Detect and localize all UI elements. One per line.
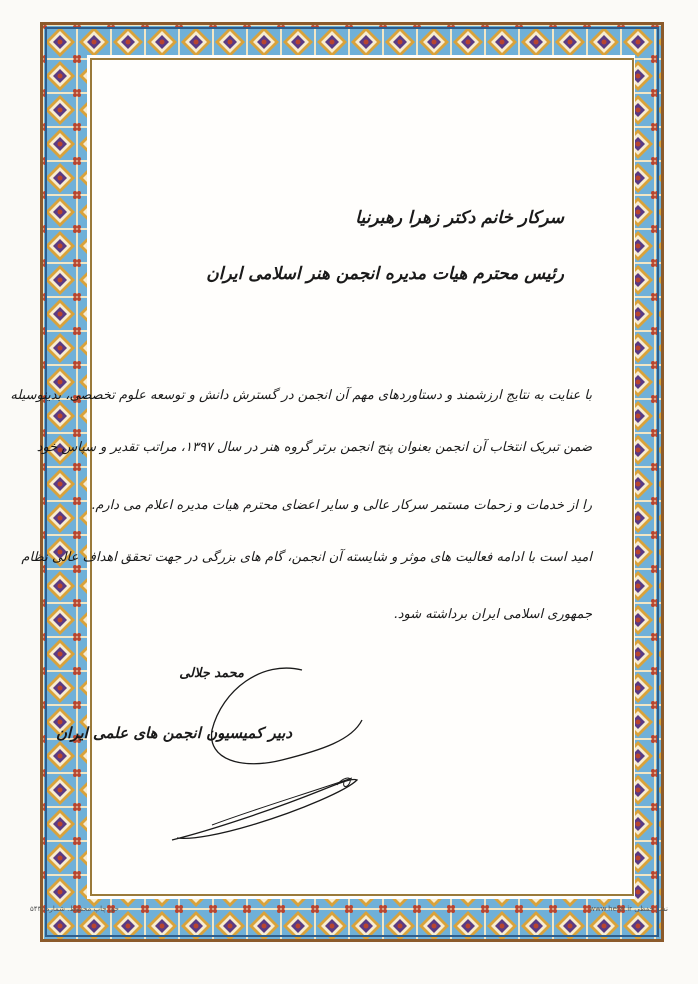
signer-title: دبیر کمیسیون انجمن های علمی ایران — [55, 724, 292, 742]
body-line-2: ضمن تبریک انتخاب آن انجمن بعنوان پنج انجمن برتر گروه هنر در سال ۱۳۹۷، مراتب تقدیر و سپاس خود — [36, 440, 592, 455]
recipient-name: سرکار خانم دکتر زهرا رهبرنیا — [355, 208, 564, 228]
footer-publisher: نشر حفظی www.hefzi.ir — [589, 905, 668, 913]
footer-copyright: حق چاپ محفوظ. شماره: ۵۴۳ — [30, 905, 119, 913]
signer-name: محمد جلالی — [179, 666, 244, 681]
body-line-3: را از خدمات و زحمات مستمر سرکار عالی و سایر اعضای محترم هیات مدیره اعلام می دارم. — [91, 498, 592, 513]
letter-panel — [10, 58, 634, 896]
body-line-5: جمهوری اسلامی ایران برداشته شود. — [393, 607, 592, 622]
body-line-1: با عنایت به نتایج ارزشمند و دستاوردهای مهم آن انجمن در گسترش دانش و توسعه علوم تخصصی، بدینوسیله — [10, 388, 592, 403]
recipient-title: رئیس محترم هیات مدیره انجمن هنر اسلامی ایران — [206, 264, 564, 284]
body-line-4: امید است با ادامه فعالیت های موثر و شایسته آن انجمن، گام های بزرگی در جهت تحقق اهداف عالی نظام — [21, 550, 592, 565]
